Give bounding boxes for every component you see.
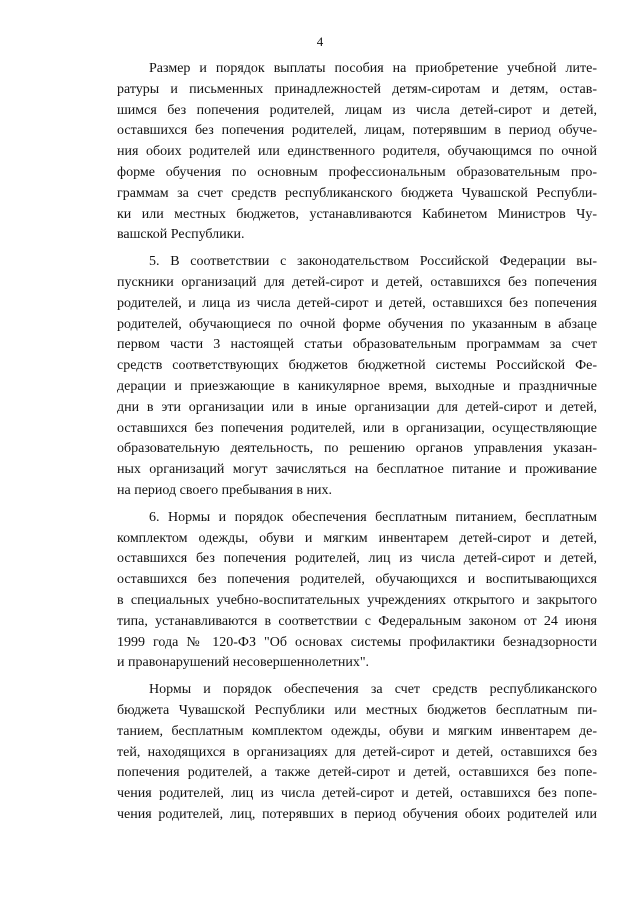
paragraph-text: [117, 252, 597, 502]
text-line: граммам за счет средств республиканского бюджета Чувашской Республи-: [117, 185, 597, 201]
text-line: форме обучения по основным профессиональным образовательным про-: [117, 164, 597, 180]
text-line: в специальных учебно-воспитательных учреждениях открытого и закрытого: [117, 592, 597, 608]
text-line: оставшихся без попечения родителей, обучающихся и воспитывающихся: [117, 572, 597, 588]
paragraph-text: [117, 680, 597, 826]
text-line: дерации и приезжающие в каникулярное время, выходные и праздничные: [117, 378, 597, 394]
text-line: оставшихся без попечения родителей, лиц из числа детей-сирот и детей,: [117, 551, 597, 567]
text-line: чения родителей, лиц, потерявших в период обучения обоих родителей или: [117, 806, 597, 822]
text-line: ния обоих родителей или единственного родителя, обучающимся по очной: [117, 144, 597, 160]
page-number: 4: [316, 34, 324, 49]
paragraph: [117, 252, 597, 502]
paragraph: [117, 680, 597, 826]
text-line: Нормы и порядок обеспечения за счет средств республиканского: [149, 682, 597, 698]
text-line: первом части 3 настоящей статьи образовательным программам за счет: [117, 337, 597, 353]
text-line: средств соответствующих бюджетов бюджетной системы Российской Фе-: [117, 358, 597, 374]
document-body: [117, 59, 597, 826]
text-line: дни в эти организации или в иные организации для детей-сирот и детей,: [117, 399, 597, 415]
text-line: шимся без попечения родителей, лицам из числа детей-сирот и детей,: [117, 102, 597, 118]
text-line: вашской Республики.: [117, 227, 245, 243]
paragraph-text: [117, 59, 597, 246]
text-line: оставшихся без попечения родителей, или в организации, осуществляющие: [117, 420, 597, 436]
text-line: попечения родителей, а также детей-сирот и детей, оставшихся без попе-: [117, 765, 597, 781]
text-line: пускники организаций для детей-сирот и детей, оставшихся без попечения: [117, 274, 597, 290]
text-line: тей, находящихся в организациях для детей-сирот и детей, оставшихся без: [117, 744, 597, 760]
text-line: и правонарушений несовершеннолетних".: [117, 655, 370, 671]
text-line: комплектом одежды, обуви и мягким инвентарем детей-сирот и детей,: [117, 530, 597, 546]
text-line: на период своего пребывания в них.: [117, 482, 333, 498]
text-line: 6. Нормы и порядок обеспечения бесплатным питанием, бесплатным: [149, 509, 597, 525]
text-line: танием, бесплатным комплектом одежды, обуви и мягким инвентарем де-: [117, 723, 597, 739]
text-line: ратуры и письменных принадлежностей детям-сиротам и детям, остав-: [117, 81, 597, 97]
text-line: ки или местных бюджетов, устанавливаются Кабинетом Министров Чу-: [117, 206, 597, 222]
text-line: типа, устанавливаются в соответствии с Федеральным законом от 24 июня: [117, 613, 597, 629]
text-line: чения родителей, лиц из числа детей-сирот и детей, оставшихся без попе-: [117, 786, 597, 802]
text-line: родителей, и лица из числа детей-сирот и детей, оставшихся без попечения: [117, 295, 597, 311]
paragraph: [117, 508, 597, 674]
text-line: ных организаций могут зачисляться на бесплатное питание и проживание: [117, 462, 597, 478]
paragraph: [117, 59, 597, 246]
text-line: образовательную деятельность, по решению органов управления указан-: [117, 441, 597, 457]
text-line: 5. В соответствии с законодательством Российской Федерации вы-: [149, 254, 597, 270]
text-line: родителей, обучающиеся по очной форме обучения по указанным в абзаце: [117, 316, 597, 332]
text-line: оставшихся без попечения родителей, лицам, потерявшим в период обуче-: [117, 123, 597, 139]
text-line: Размер и порядок выплаты пособия на приобретение учебной лите-: [149, 61, 597, 76]
paragraph-text: [117, 508, 597, 674]
text-line: бюджета Чувашской Республики или местных бюджетов бесплатным пи-: [117, 702, 597, 718]
text-line: 1999 года № 120-ФЗ "Об основах системы профилактики безнадзорности: [117, 634, 597, 650]
